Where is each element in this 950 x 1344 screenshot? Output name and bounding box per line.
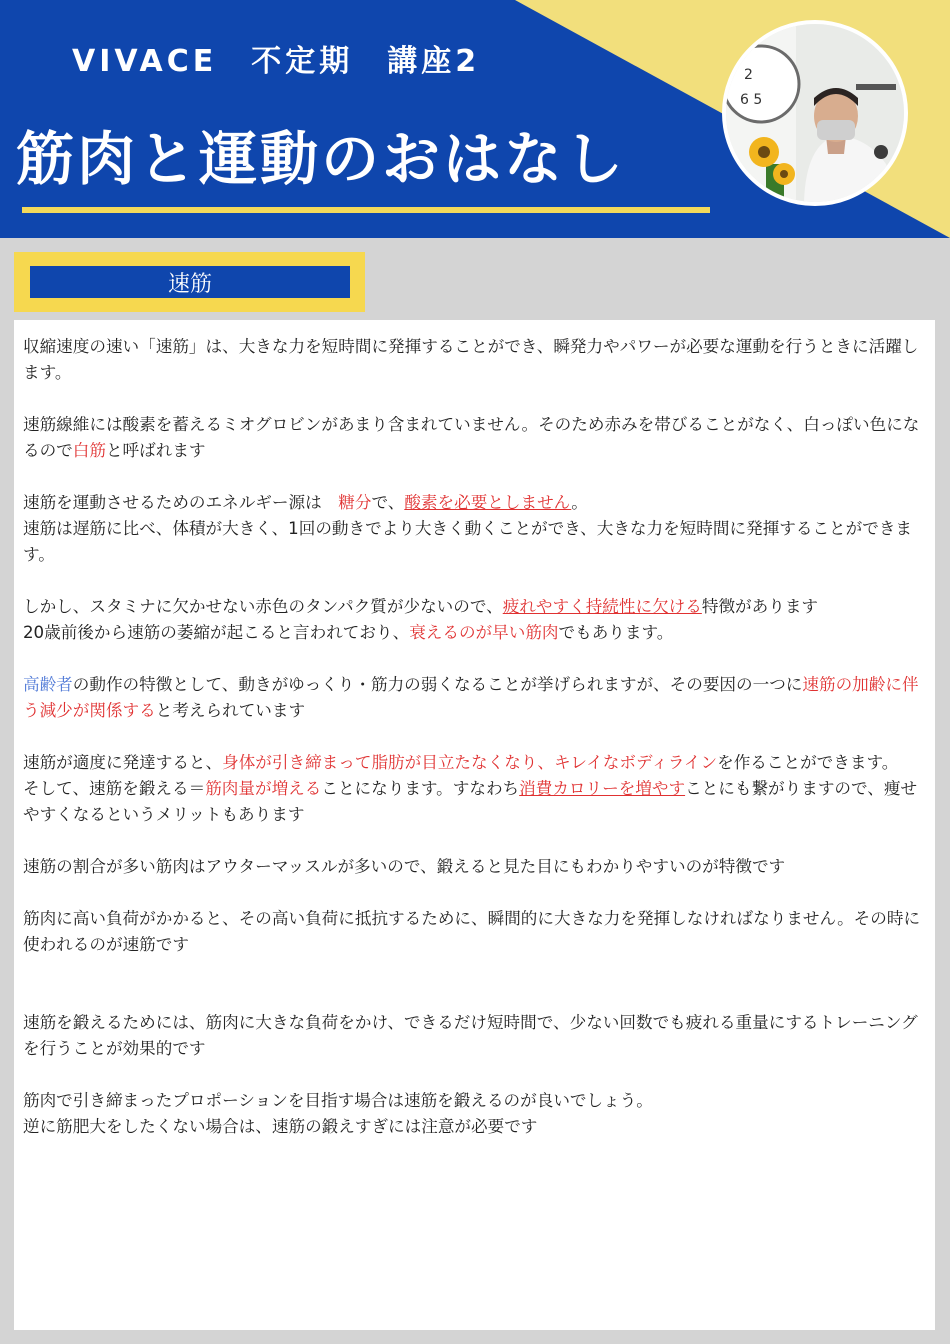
text: と呼ばれます: [105, 441, 206, 460]
highlight-underlined-text: 疲れやすく持続性に欠ける: [502, 597, 702, 616]
highlight-text: 速筋の加齢に伴う減少が関係する: [23, 675, 919, 720]
paragraph: [23, 854, 925, 880]
header-banner: [0, 0, 950, 238]
highlight-text: 身体が引き締まって脂肪が目立たなくなり、キレイなボディライン: [222, 753, 718, 772]
text: 。: [571, 493, 588, 512]
text: 速筋が適度に発達すると、: [23, 753, 223, 772]
text: 特徴があります: [701, 597, 819, 616]
text: ことにも繋がりますので、痩せやすくなるというメリットもあります: [23, 779, 918, 824]
paragraph: [23, 750, 925, 776]
highlight-text: 筋肉量が増える: [205, 779, 322, 798]
highlight-text: 白筋: [72, 441, 106, 460]
highlight-text: 糖分: [338, 493, 372, 512]
text: 収縮速度の速い「速筋」は、大きな力を短時間に発揮することができ、瞬発力やパワーが必要な運動を行うときに活躍します。: [23, 337, 919, 382]
paragraph: [23, 672, 925, 724]
text: 速筋を運動させるためのエネルギー源は: [23, 493, 339, 512]
paragraph: [23, 776, 925, 828]
highlight-text: 衰えるのが早い筋肉: [409, 623, 559, 642]
paragraph: [23, 906, 925, 958]
paragraph: [23, 516, 925, 568]
text: しかし、スタミナに欠かせない赤色のタンパク質が少ないので、: [23, 597, 503, 616]
section-label: 速筋: [30, 266, 350, 298]
instructor-photo: [722, 20, 908, 206]
text: の動作の特徴として、動きがゆっくり・筋力の弱くなることが挙げられますが、その要因の一つに: [72, 675, 803, 694]
text: 速筋は遅筋に比べ、体積が大きく、1回の動きでより大きく動くことができ、大きな力を短時間に発揮することができます。: [23, 519, 913, 564]
text: で、: [371, 493, 405, 512]
text: ことになります。すなわち: [321, 779, 520, 798]
paragraph: [23, 1088, 925, 1114]
paragraph: [23, 1010, 925, 1062]
text: 20歳前後から速筋の萎縮が起こると言われており、: [23, 623, 410, 642]
text: 速筋線維には酸素を蓄えるミオグロビンがあまり含まれていません。そのため赤みを帯びることがなく、白っぽい色になるので: [23, 415, 920, 460]
article-body: [14, 320, 935, 1330]
title-underline: [22, 207, 710, 213]
text: そして、速筋を鍛える＝: [23, 779, 206, 798]
svg-text:6 5: 6 5: [740, 92, 763, 108]
paragraph: [23, 1114, 925, 1140]
text: 速筋を鍛えるためには、筋肉に大きな負荷をかけ、できるだけ短時間で、少ない回数でも疲れる重量にするトレーニングを行うことが効果的です: [23, 1013, 918, 1058]
text: 筋肉に高い負荷がかかると、その高い負荷に抵抗するために、瞬間的に大きな力を発揮しなければなりません。その時に使われるのが速筋です: [23, 909, 921, 954]
page-title: 筋肉と運動のおはなし: [16, 125, 627, 193]
text: でもあります。: [558, 623, 674, 642]
paragraph: [23, 594, 925, 620]
text: 速筋の割合が多い筋肉はアウターマッスルが多いので、鍛えると見た目にもわかりやすいのが特徴です: [23, 857, 786, 876]
series-title: VIVACE 不定期 講座2: [72, 44, 481, 79]
text: 逆に筋肥大をしたくない場合は、速筋の鍛えすぎには注意が必要です: [23, 1117, 538, 1136]
paragraph: [23, 412, 925, 464]
text: と考えられています: [155, 701, 306, 720]
paragraph: [23, 620, 925, 646]
highlight-blue-text: 高齢者: [23, 675, 73, 694]
paragraph: [23, 334, 925, 386]
highlight-underlined-text: 消費カロリーを増やす: [519, 779, 686, 798]
svg-text:2: 2: [744, 67, 753, 83]
text: を作ることができます。: [717, 753, 899, 772]
text: 筋肉で引き締まったプロポーションを目指す場合は速筋を鍛えるのが良いでしょう。: [23, 1091, 653, 1110]
highlight-underlined-text: 酸素を必要としません: [404, 493, 572, 512]
paragraph: [23, 490, 925, 516]
